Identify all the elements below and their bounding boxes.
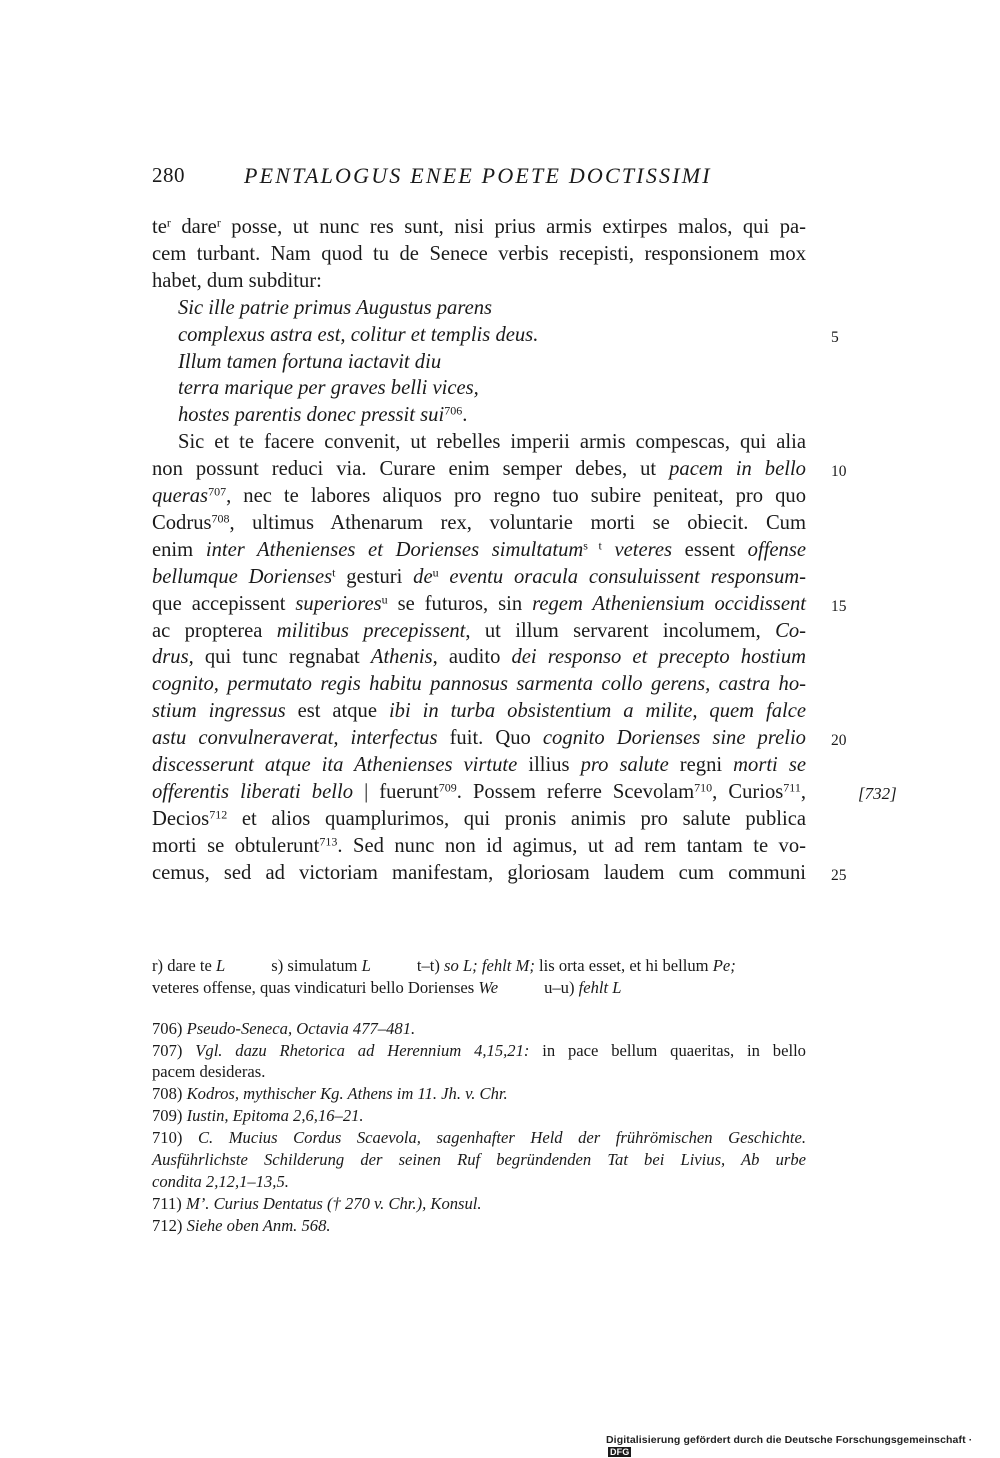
margin-page-reference: [732] bbox=[858, 784, 897, 803]
verse-line-4: terra marique per graves belli vices, bbox=[178, 377, 479, 399]
funding-notice: Digitalisierung gefördert durch die Deutsche Forschungsgemeinschaft · DFG bbox=[606, 1434, 973, 1457]
apparatus-line-1: r) dare te L s) simulatum L t–t) so L; fehlt M; lis orta esset, et hi bellum Pe; bbox=[152, 956, 736, 975]
text-line-10: non possunt reduci via. Curare enim semper debes, ut pacem in bello bbox=[152, 458, 806, 480]
verse-line-1: Sic ille patrie primus Augustus parens bbox=[178, 297, 493, 319]
footnote-711: 711) M’. Curius Dentatus († 270 v. Chr.), Konsul. bbox=[152, 1194, 482, 1213]
verse-line-5: hostes parentis donec pressit sui$^{706}$. bbox=[178, 403, 468, 426]
text-line-13: enim inter Athenienses et Dorienses simultatum$^{s t}$ veteres essent offense bbox=[152, 538, 807, 561]
text-line-20: astu convulneraverat, interfectus fuit. Quo cognito Dorienses sine prelio bbox=[152, 727, 806, 749]
text-line-1: $te^r$ dare$^r$ posse, ut nunc res sunt, nisi prius armis extirpes malos, qui pa- bbox=[152, 215, 806, 238]
line-number: 25 bbox=[831, 867, 847, 884]
text-line-19: stium ingressus est atque ibi in turba obsistentium a milite, quem falce bbox=[152, 700, 807, 722]
text-line-3: habet, dum subditur: bbox=[152, 270, 322, 292]
text-line-21: discesserunt atque ita Athenienses virtute illius pro salute regni morti se bbox=[152, 754, 806, 776]
footnote-710-continued-2: condita 2,12,1–13,5. bbox=[152, 1172, 289, 1191]
text-line-11: queras$^{707}$, nec te labores aliquos pro regno tuo subire peniteat, pro quo bbox=[152, 484, 806, 507]
text-line-2: cem turbant. Nam quod tu de Senece verbis recepisti, responsionem mox bbox=[152, 243, 806, 265]
line-number: 15 bbox=[831, 598, 847, 615]
page-number: 280 bbox=[152, 163, 185, 187]
footnote-709: 709) Iustin, Epitoma 2,6,16–21. bbox=[152, 1106, 364, 1125]
line-number: 10 bbox=[831, 463, 847, 480]
apparatus-line-2: veteres offense, quas vindicaturi bello Dorienses We u–u) fehlt L bbox=[152, 978, 622, 997]
dfg-logo: DFG bbox=[610, 1447, 630, 1457]
line-number: 5 bbox=[831, 329, 839, 346]
footnote-706: 706) Pseudo-Seneca, Octavia 477–481. bbox=[152, 1019, 416, 1038]
text-line-22: offerentis liberati bello | fuerunt$^{709}$. Possem referre Scevolam$^{710}$, Curios$^{711}$, bbox=[152, 780, 807, 803]
footnote-710-continued: Ausführlichste Schilderung der seinen Ruf begründenden Tat bei Livius, Ab urbe bbox=[152, 1150, 806, 1169]
line-number: 20 bbox=[831, 732, 847, 749]
text-line-14: bellumque Dorienses$^t$ gesturi $de^u$ eventu oracula consuluissent responsum- bbox=[152, 565, 806, 588]
text-line-25: cemus, sed ad victoriam manifestam, gloriosam laudem cum communi bbox=[152, 862, 806, 884]
text-line-24: morti se obtulerunt$^{713}$. Sed nunc non id agimus, ut ad rem tantam te vo- bbox=[152, 834, 807, 857]
running-title: PENTALOGUS ENEE POETE DOCTISSIMI bbox=[244, 163, 712, 188]
footnote-712: 712) Siehe oben Anm. 568. bbox=[152, 1216, 331, 1235]
footnote-707: 707) Vgl. dazu Rhetorica ad Herennium 4,15,21: in pace bellum quaeritas, in bello bbox=[152, 1041, 806, 1060]
verse-line-2: complexus astra est, colitur et templis deus. bbox=[178, 324, 539, 346]
text-line-16: ac propterea militibus precepissent, ut illum servarent incolumem, Co- bbox=[152, 620, 806, 642]
text-line-18: cognito, permutato regis habitu pannosus sarmenta collo gerens, castra ho- bbox=[152, 673, 806, 695]
text-line-23: Decios$^{712}$ et alios quamplurimos, qui pronis animis pro salute publica bbox=[152, 807, 806, 830]
text-line-9: Sic et te facere convenit, ut rebelles imperii armis compescas, qui alia bbox=[178, 431, 806, 453]
footnote-708: 708) Kodros, mythischer Kg. Athens im 11. Jh. v. Chr. bbox=[152, 1084, 508, 1103]
footnote-710: 710) C. Mucius Cordus Scaevola, sagenhafter Held der frührömischen Geschichte. bbox=[152, 1128, 806, 1147]
text-line-15: que accepissent superiores$^u$ se futuros, sin regem Atheniensium occidissent bbox=[152, 592, 806, 615]
text-line-12: Codrus$^{708}$, ultimus Athenarum rex, voluntarie morti se obiecit. Cum bbox=[152, 511, 806, 534]
footnote-707-continued: pacem desideras. bbox=[152, 1062, 266, 1081]
verse-line-3: Illum tamen fortuna iactavit diu bbox=[178, 351, 442, 373]
text-line-17: drus, qui tunc regnabat Athenis, audito dei responso et precepto hostium bbox=[152, 646, 806, 668]
